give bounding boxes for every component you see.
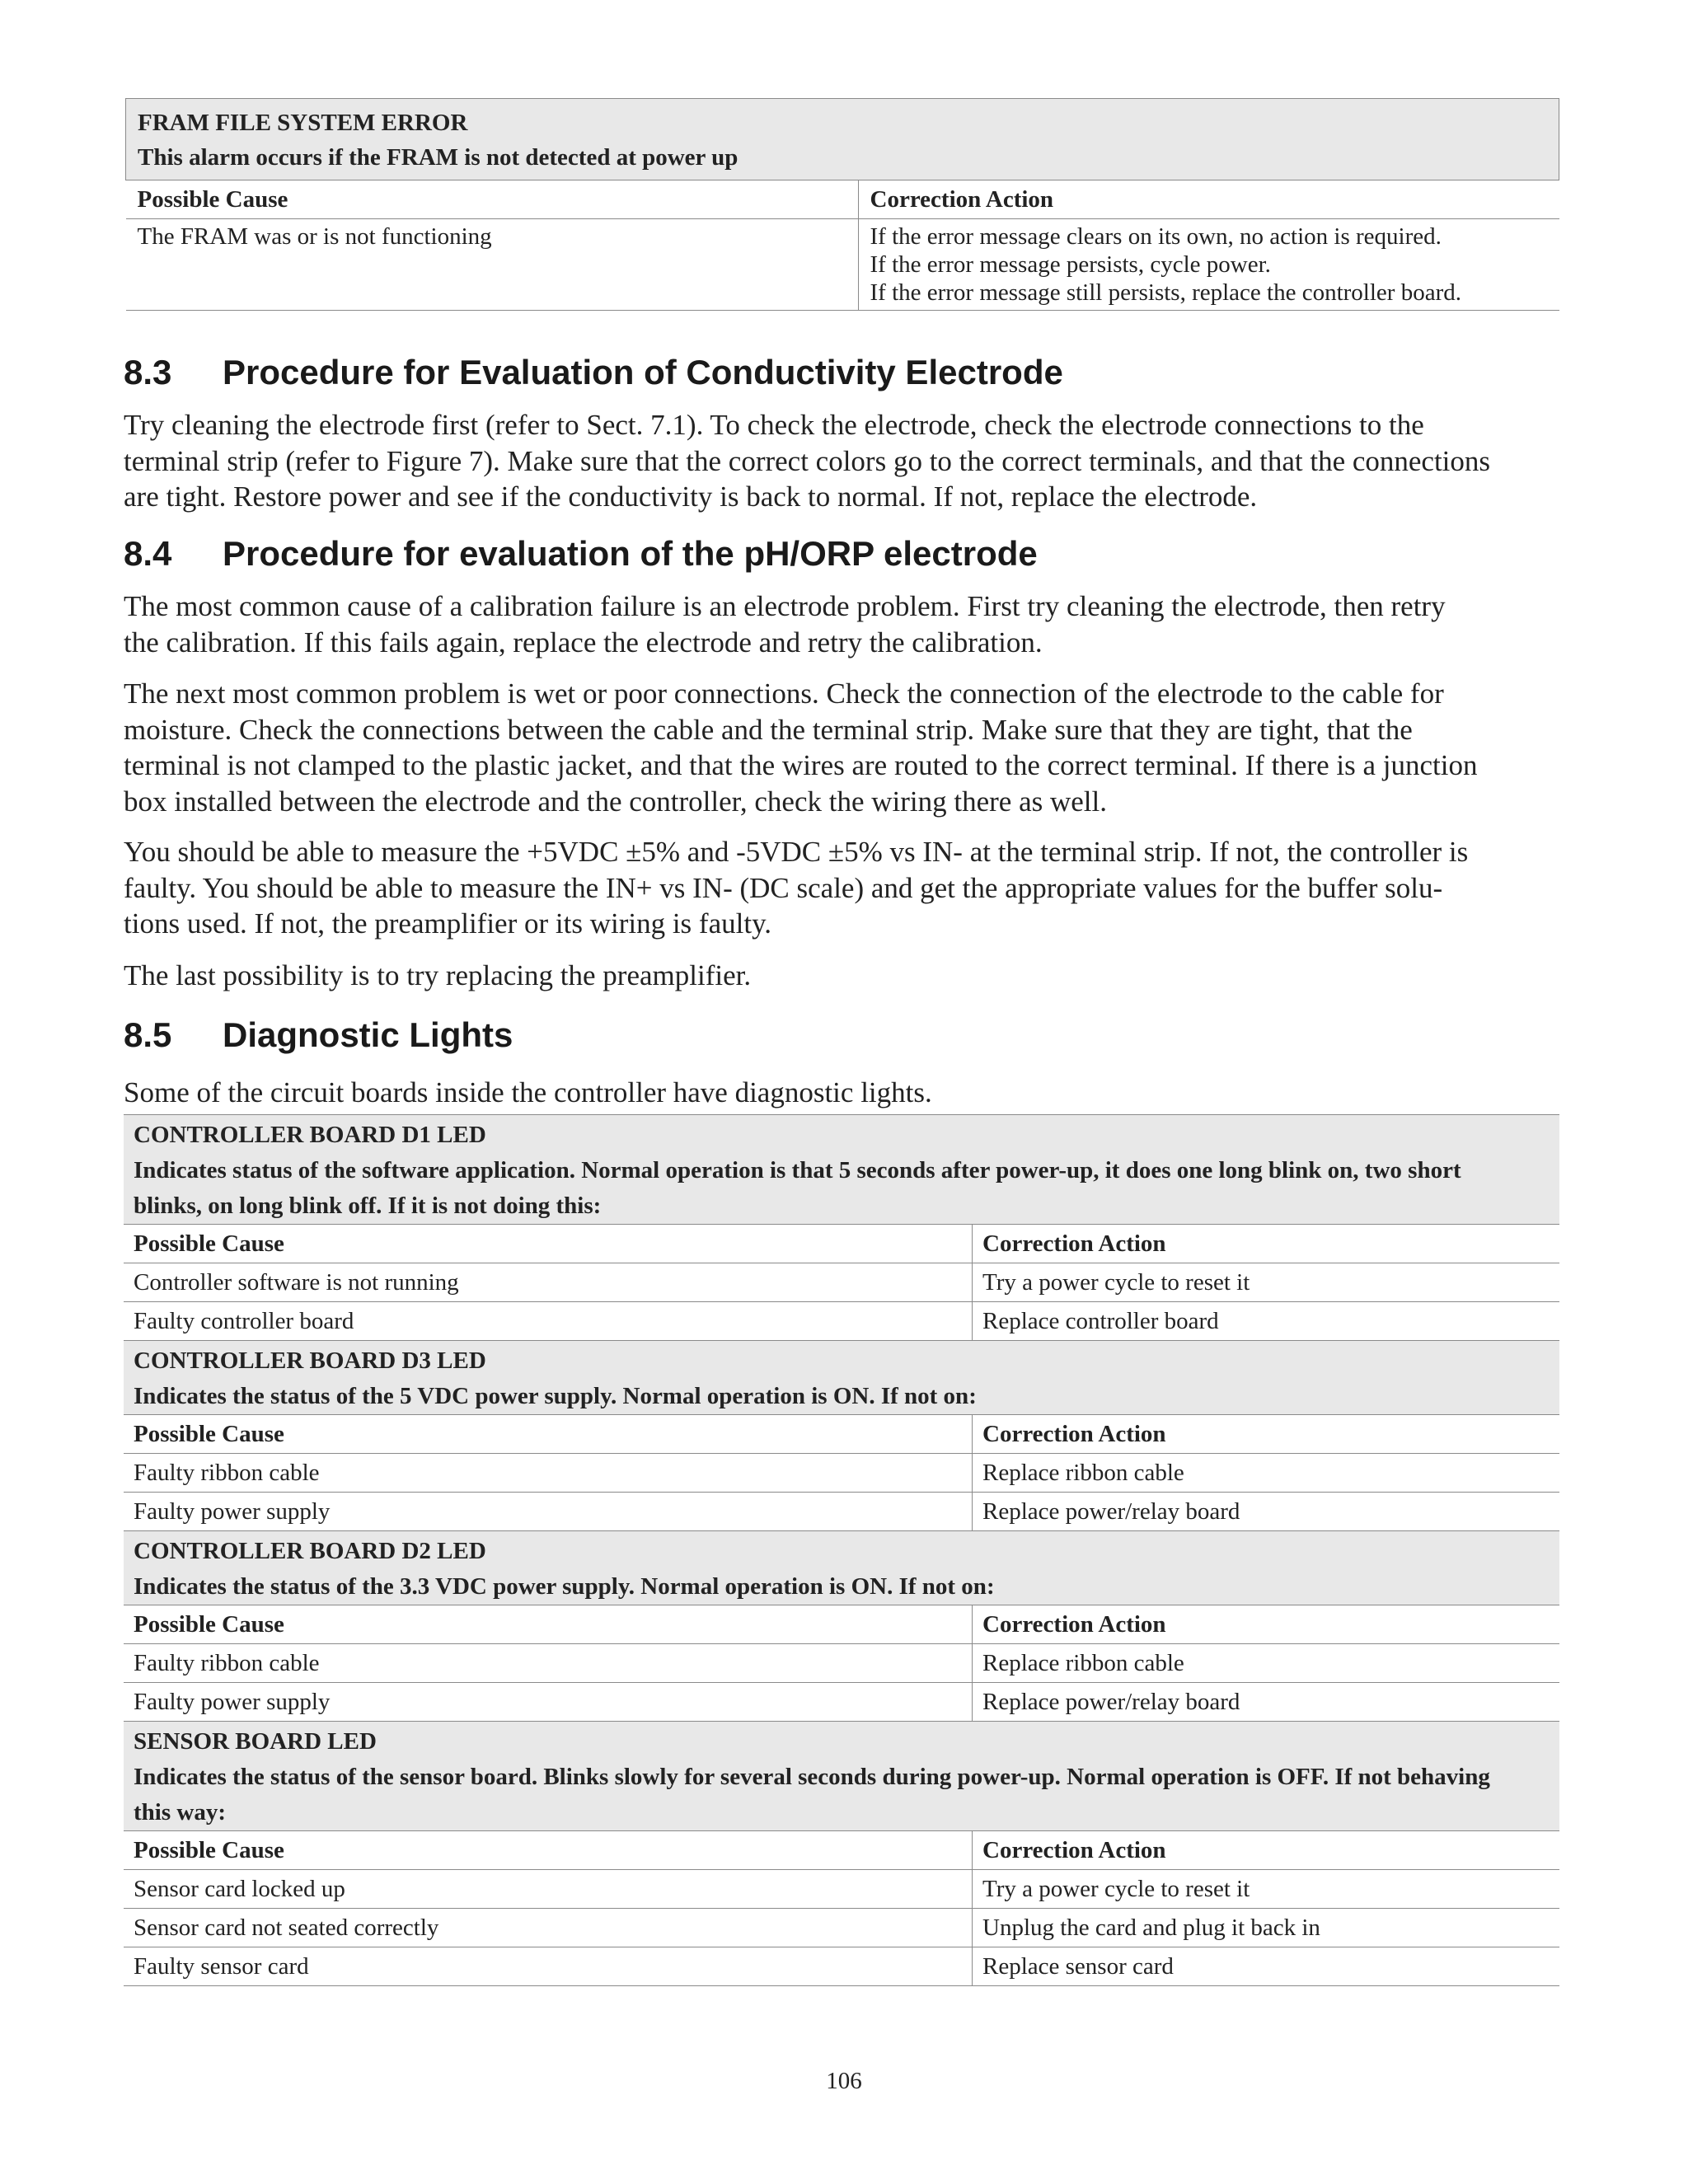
text-line: are tight. Restore power and see if the conductivity is back to normal. If not, replace the electrode. xyxy=(124,480,1258,513)
section-heading-8-5 xyxy=(124,1015,513,1055)
col-possible-cause: Possible Cause xyxy=(134,1837,284,1863)
table-row xyxy=(124,1454,1559,1493)
column-headers xyxy=(124,1415,1559,1454)
col-correction-action: Correction Action xyxy=(973,1831,1560,1870)
d2-led-desc: Indicates the status of the 3.3 VDC power supply. Normal operation is ON. If not on: xyxy=(134,1573,995,1600)
action-cell: Try a power cycle to reset it xyxy=(973,1870,1560,1909)
section-number: 8.4 xyxy=(124,534,172,573)
text-line: tions used. If not, the preamplifier or its wiring is faulty. xyxy=(124,907,772,940)
action-cell: Replace power/relay board xyxy=(973,1683,1560,1722)
action-line: If the error message still persists, replace the controller board. xyxy=(870,279,1461,306)
fram-error-table xyxy=(125,98,1559,311)
section-title: Procedure for evaluation of the pH/ORP electrode xyxy=(223,534,1038,573)
action-cell: Replace power/relay board xyxy=(973,1493,1560,1531)
action-cell: Replace ribbon cable xyxy=(973,1454,1560,1493)
sensor-led-desc: Indicates the status of the sensor board. Blinks slowly for several seconds during power-up. Normal operation is OFF. If not behaving xyxy=(134,1764,1490,1790)
cause-cell: Faulty ribbon cable xyxy=(134,1460,320,1486)
d1-led-desc: Indicates status of the software application. Normal operation is that 5 seconds after power-up, it does one long blink on, two short xyxy=(134,1157,1461,1183)
paragraph-8-4-4 xyxy=(124,958,1562,994)
table-row xyxy=(124,1302,1559,1341)
paragraph-8-4-1 xyxy=(124,588,1562,660)
text-line: faulty. You should be able to measure the IN+ vs IN- (DC scale) and get the appropriate values for the buffer solu- xyxy=(124,871,1443,904)
paragraph-8-3 xyxy=(124,407,1562,515)
col-correction-action: Correction Action xyxy=(973,1415,1560,1454)
action-cell: Try a power cycle to reset it xyxy=(973,1263,1560,1302)
col-possible-cause: Possible Cause xyxy=(134,1230,284,1257)
table-row xyxy=(124,1909,1559,1947)
table-row xyxy=(124,1644,1559,1683)
column-headers xyxy=(124,1225,1559,1263)
table-row xyxy=(126,219,1559,311)
diagnostic-lights-table xyxy=(124,1114,1559,1986)
action-cell: Replace controller board xyxy=(973,1302,1560,1341)
fram-table-title: FRAM FILE SYSTEM ERROR xyxy=(138,110,468,136)
sensor-led-desc: this way: xyxy=(134,1799,226,1825)
cause-cell: Sensor card locked up xyxy=(134,1876,345,1902)
cause-cell: Faulty ribbon cable xyxy=(134,1650,320,1676)
text-line: The most common cause of a calibration failure is an electrode problem. First try cleaning the electrode, then retry xyxy=(124,590,1446,622)
cause-cell: Sensor card not seated correctly xyxy=(134,1915,439,1941)
text-line: Some of the circuit boards inside the controller have diagnostic lights. xyxy=(124,1076,932,1108)
section-number: 8.5 xyxy=(124,1015,172,1054)
table-row xyxy=(124,1263,1559,1302)
cause-cell: Faulty power supply xyxy=(134,1498,331,1525)
d3-led-title: CONTROLLER BOARD D3 LED xyxy=(134,1347,486,1374)
table-row xyxy=(124,1683,1559,1722)
action-cell: Unplug the card and plug it back in xyxy=(973,1909,1560,1947)
text-line: terminal strip (refer to Figure 7). Make sure that the correct colors go to the correct terminals, and that the connections xyxy=(124,444,1491,477)
text-line: the calibration. If this fails again, replace the electrode and retry the calibration. xyxy=(124,626,1043,658)
d1-led-title: CONTROLLER BOARD D1 LED xyxy=(134,1122,486,1148)
column-headers xyxy=(124,1831,1559,1870)
sensor-led-header xyxy=(124,1722,1559,1831)
fram-column-headers xyxy=(126,180,1559,219)
d3-led-header xyxy=(124,1341,1559,1415)
d1-led-header xyxy=(124,1115,1559,1225)
action-cell: Replace sensor card xyxy=(973,1947,1560,1986)
col-correction-action: Correction Action xyxy=(973,1225,1560,1263)
section-number: 8.3 xyxy=(124,353,172,391)
text-line: moisture. Check the connections between the cable and the terminal strip. Make sure that they are tight, that the xyxy=(124,713,1413,746)
col-possible-cause: Possible Cause xyxy=(137,185,288,213)
cause-cell: Faulty controller board xyxy=(134,1308,354,1334)
paragraph-8-4-3 xyxy=(124,834,1562,942)
col-possible-cause: Possible Cause xyxy=(134,1421,284,1447)
cause-cell: Faulty sensor card xyxy=(134,1953,309,1980)
table-row xyxy=(124,1870,1559,1909)
paragraph-8-4-2 xyxy=(124,676,1562,819)
table-row xyxy=(124,1947,1559,1986)
fram-table-description: This alarm occurs if the FRAM is not detected at power up xyxy=(138,144,738,171)
action-line: If the error message clears on its own, no action is required. xyxy=(870,223,1442,250)
column-headers xyxy=(124,1605,1559,1644)
cause-cell: Controller software is not running xyxy=(134,1269,459,1296)
d3-led-desc: Indicates the status of the 5 VDC power supply. Normal operation is ON. If not on: xyxy=(134,1383,977,1409)
action-line: If the error message persists, cycle power. xyxy=(870,251,1271,278)
page-number: 106 xyxy=(826,2068,862,2094)
d2-led-header xyxy=(124,1531,1559,1605)
action-cell xyxy=(858,219,1559,311)
paragraph-8-5 xyxy=(124,1075,1562,1111)
section-title: Diagnostic Lights xyxy=(223,1015,513,1054)
sensor-led-title: SENSOR BOARD LED xyxy=(134,1728,377,1755)
col-possible-cause: Possible Cause xyxy=(134,1611,284,1638)
section-heading-8-4 xyxy=(124,534,1038,574)
table-row xyxy=(124,1493,1559,1531)
col-correction-action: Correction Action xyxy=(973,1605,1560,1644)
text-line: terminal is not clamped to the plastic jacket, and that the wires are routed to the correct terminal. If there is a junction xyxy=(124,749,1478,781)
action-cell: Replace ribbon cable xyxy=(973,1644,1560,1683)
text-line: You should be able to measure the +5VDC ±5% and -5VDC ±5% vs IN- at the terminal strip. If not, the controller is xyxy=(124,836,1469,868)
d1-led-desc: blinks, on long blink off. If it is not doing this: xyxy=(134,1193,602,1219)
col-correction-action: Correction Action xyxy=(858,180,1559,219)
fram-table-header xyxy=(126,99,1559,180)
cause-cell: Faulty power supply xyxy=(134,1689,331,1715)
text-line: The next most common problem is wet or poor connections. Check the connection of the electrode to the cable for xyxy=(124,677,1444,710)
text-line: Try cleaning the electrode first (refer to Sect. 7.1). To check the electrode, check the electrode connections to the xyxy=(124,409,1424,441)
section-title: Procedure for Evaluation of Conductivity Electrode xyxy=(223,353,1063,391)
text-line: box installed between the electrode and the controller, check the wiring there as well. xyxy=(124,785,1107,818)
section-heading-8-3 xyxy=(124,353,1063,392)
text-line: The last possibility is to try replacing the preamplifier. xyxy=(124,959,752,991)
d2-led-title: CONTROLLER BOARD D2 LED xyxy=(134,1538,486,1564)
cause-cell: The FRAM was or is not functioning xyxy=(137,223,492,250)
